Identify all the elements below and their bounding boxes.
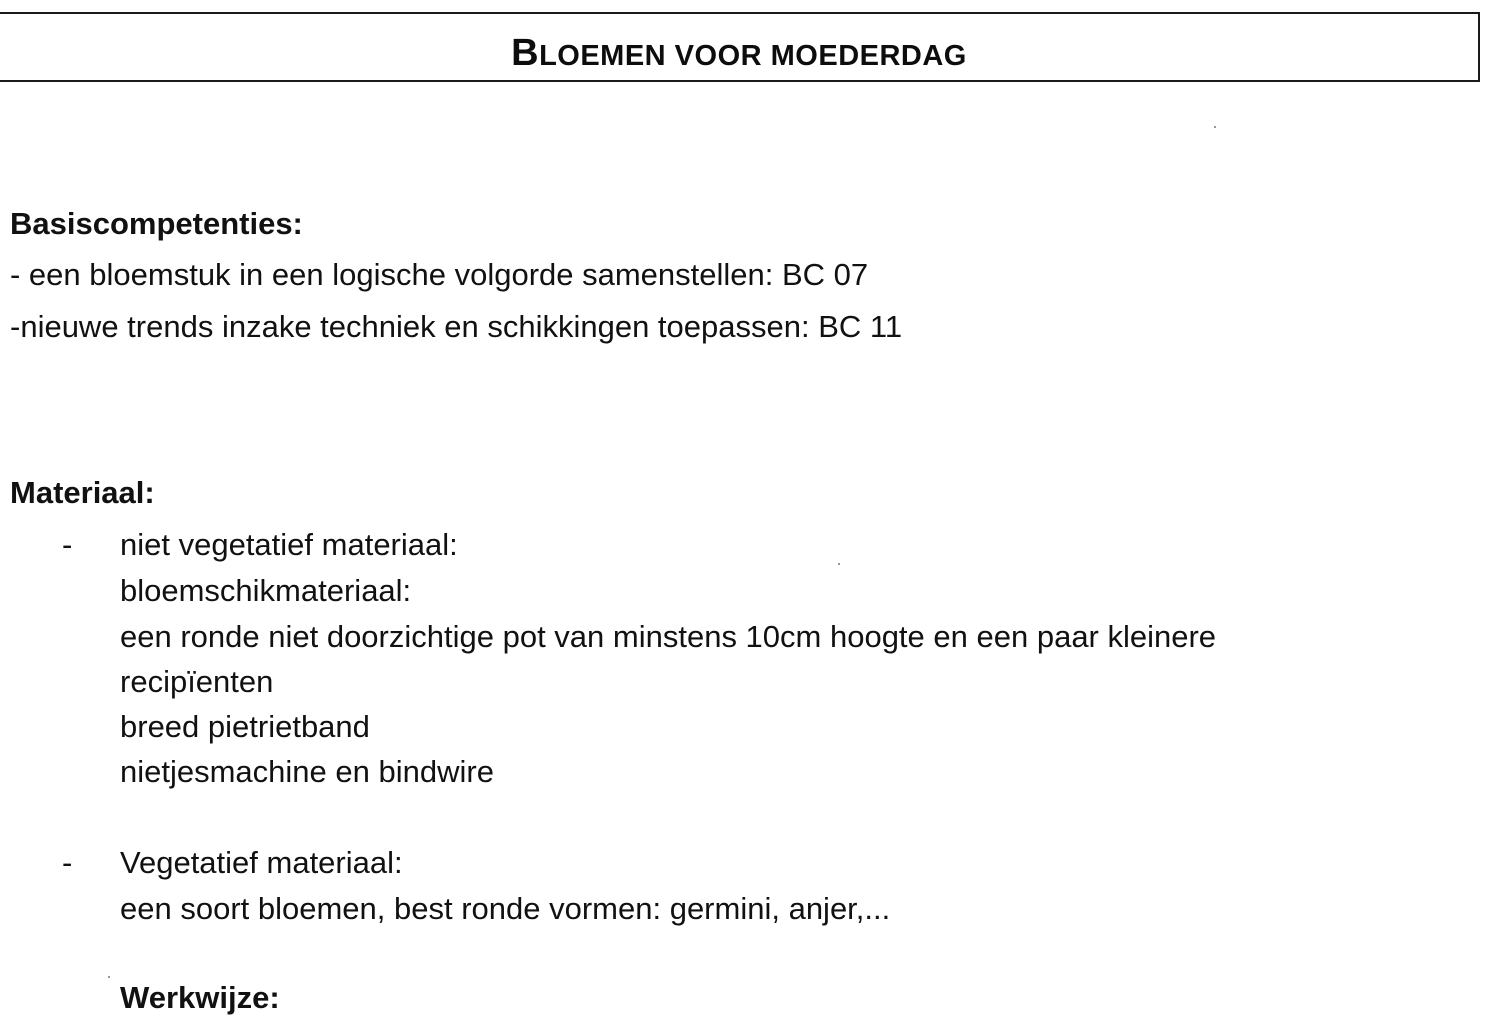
title-rest: LOEMEN VOOR MOEDERDAG (539, 40, 967, 72)
materiaal-line: niet vegetatief materiaal: (120, 527, 458, 562)
scan-speck (108, 976, 110, 978)
basiscompetenties-heading: Basiscompetenties: (10, 206, 303, 241)
competentie-item: -nieuwe trends inzake techniek en schikkingen toepassen: BC 11 (10, 309, 903, 344)
materiaal-line: recipïenten (120, 664, 274, 699)
materiaal-heading: Materiaal: (10, 475, 155, 510)
competentie-item: - een bloemstuk in een logische volgorde samenstellen: BC 07 (10, 257, 869, 292)
title-first-letter: B (511, 32, 540, 74)
materiaal-line: bloemschikmateriaal: (120, 573, 412, 608)
werkwijze-heading: Werkwijze: (120, 980, 280, 1015)
materiaal-line: een ronde niet doorzichtige pot van minstens 10cm hoogte en een paar kleinere (120, 619, 1217, 654)
scan-speck (1214, 126, 1216, 128)
materiaal-line: breed pietrietband (120, 709, 370, 744)
list-dash: - (62, 845, 73, 880)
materiaal-line: nietjesmachine en bindwire (120, 754, 494, 789)
page-title (0, 32, 1478, 75)
materiaal-line: Vegetatief materiaal: (120, 845, 403, 880)
list-dash: - (62, 527, 73, 562)
materiaal-line: een soort bloemen, best ronde vormen: germini, anjer,... (120, 891, 891, 926)
title-box (0, 12, 1480, 82)
scan-speck (838, 563, 840, 565)
